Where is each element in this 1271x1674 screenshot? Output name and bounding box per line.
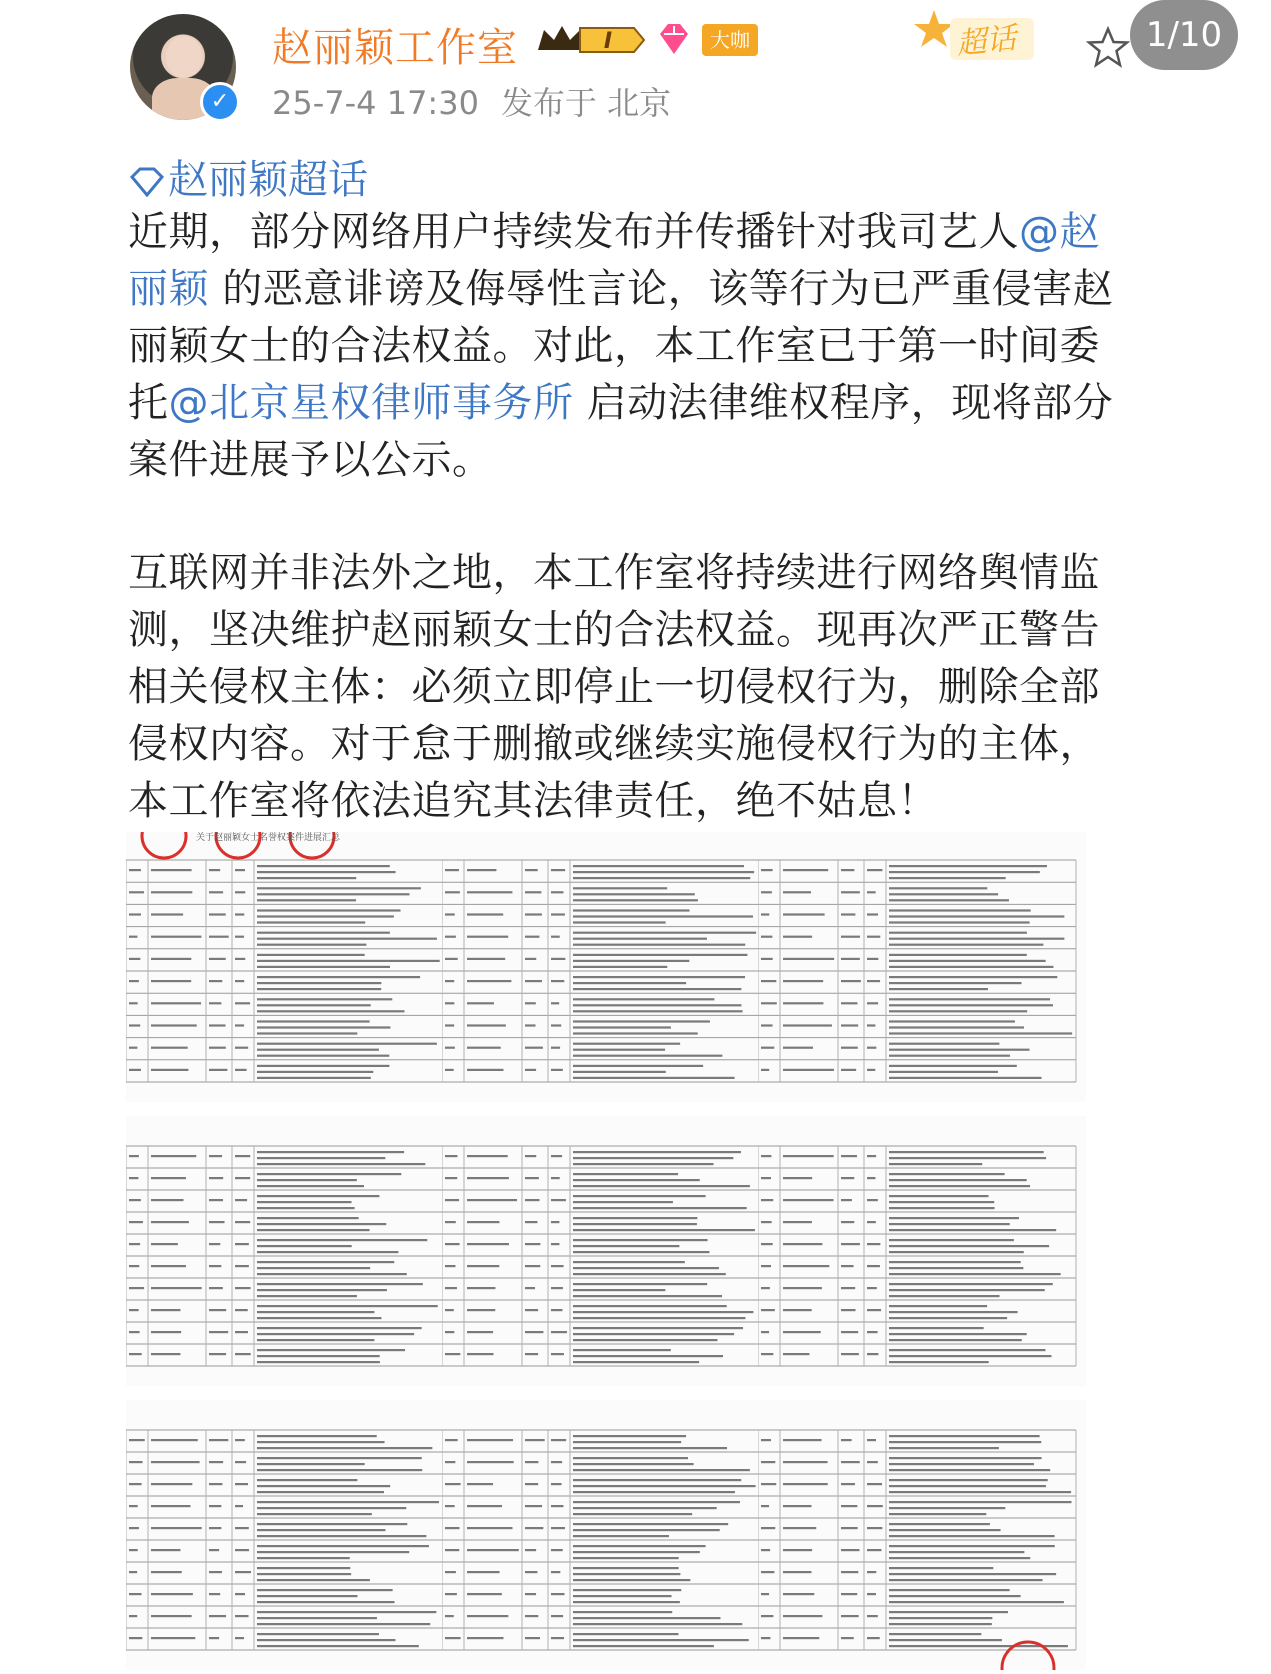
image-thumbnail[interactable]	[758, 832, 1086, 1102]
verified-check-icon: ✓	[200, 82, 240, 122]
crown-badge-icon[interactable]	[536, 22, 646, 58]
level-badge-text: I	[603, 29, 613, 54]
image-thumbnail[interactable]	[442, 1116, 770, 1386]
document-table-scan	[126, 1400, 454, 1670]
mention-zhaoliying[interactable]: @赵丽颖	[128, 209, 1100, 312]
document-table-scan	[758, 1400, 1086, 1670]
post-date: 25-7-4 17:30	[272, 84, 479, 122]
post-meta	[272, 78, 671, 124]
mention-law-firm[interactable]: @北京星权律师事务所	[168, 380, 574, 426]
topic-link[interactable]	[128, 148, 368, 205]
para1-text-2: 的恶意诽谤及侮辱性言论，该等行为已严重侵害赵丽颖女士的合法权益。对此，本工作室已于第一时间委托	[128, 266, 1114, 426]
topic-diamond-icon	[128, 167, 166, 197]
document-table-scan	[442, 1400, 770, 1670]
red-seal-stamp	[142, 832, 186, 858]
dk-badge: 大咖	[702, 24, 758, 56]
diamond-badge-icon[interactable]	[654, 20, 694, 60]
document-table-scan	[442, 1116, 770, 1386]
document-table-scan	[442, 832, 770, 1102]
avatar-face	[166, 36, 202, 78]
image-thumbnail[interactable]	[126, 832, 454, 1102]
image-thumbnail[interactable]	[442, 1400, 770, 1670]
document-table-scan	[758, 832, 1086, 1102]
image-grid	[126, 832, 1136, 1674]
chaohua-tag[interactable]	[912, 6, 1042, 68]
para1-text-3: 启动法律维权程序，现将部分案件进展予以公示。	[128, 380, 1114, 483]
image-thumbnail[interactable]	[126, 1116, 454, 1386]
para1-text-1: 近期，部分网络用户持续发布并传播针对我司艺人	[128, 209, 1019, 255]
post-paragraph-1	[128, 204, 1138, 489]
image-thumbnail[interactable]	[442, 832, 770, 1102]
chaohua-tag-label: 超话	[954, 20, 1019, 63]
post-paragraph-2: 互联网并非法外之地，本工作室将持续进行网络舆情监测，坚决维护赵丽颖女士的合法权益。现再次严正警告相关侵权主体：必须立即停止一切侵权行为，删除全部侵权内容。对于怠于删撤或继续实施侵权行为的主体，本工作室将依法追究其法律责任，绝不姑息！	[128, 550, 1100, 824]
image-thumbnail[interactable]	[758, 1400, 1086, 1670]
document-table-scan	[126, 1116, 454, 1386]
star-outline-icon[interactable]	[1086, 26, 1130, 70]
username[interactable]: 赵丽颖工作室	[272, 25, 518, 71]
post-location: 发布于 北京	[500, 84, 672, 122]
image-thumbnail[interactable]	[126, 1400, 454, 1670]
image-thumbnail[interactable]	[758, 1116, 1086, 1386]
image-counter[interactable]: 1/10	[1130, 0, 1238, 70]
topic-label: 赵丽颖超话	[168, 157, 368, 203]
document-table-scan	[126, 832, 454, 1102]
document-table-scan	[758, 1116, 1086, 1386]
image-1-title: 关于赵丽颖女士名誉权案件进展汇总	[196, 833, 341, 843]
